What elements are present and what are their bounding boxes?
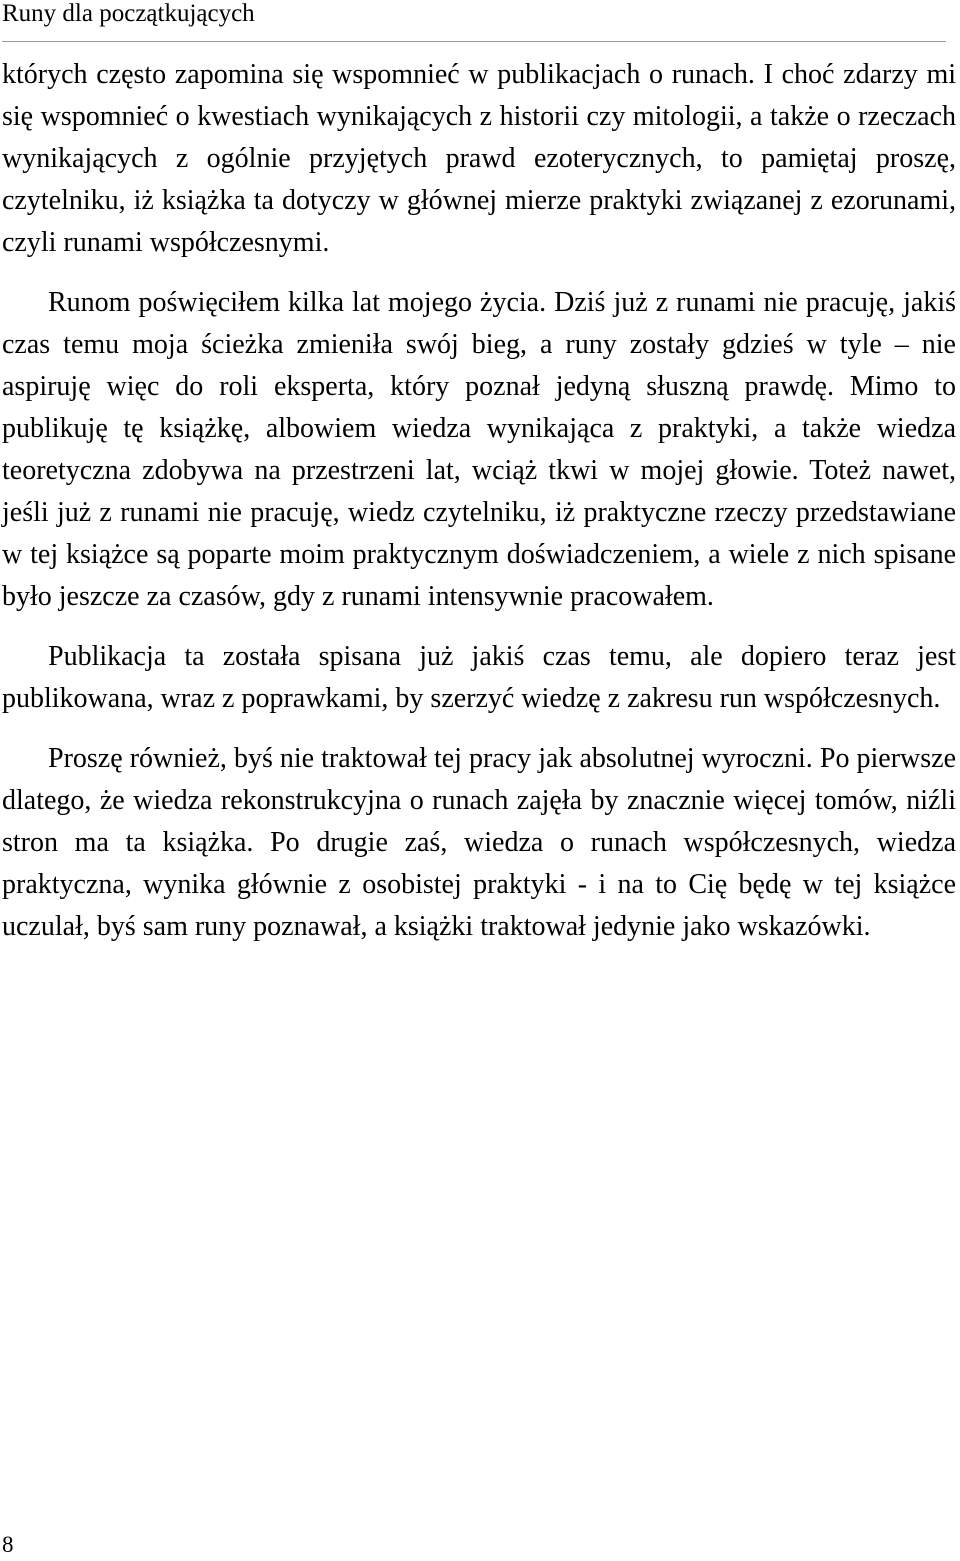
body-text xyxy=(2,54,956,966)
paragraph-3: Publikacja ta została spisana już jakiś czas temu, ale dopiero teraz jest publikowana, wraz z poprawkami, by szerzyć wiedzę z zakresu run współczesnych. xyxy=(2,641,956,714)
paragraph-2: Runom poświęciłem kilka lat mojego życia. Dziś już z runami nie pracuję, jakiś czas temu moja ścieżka zmieniła swój bieg, a runy zostały gdzieś w tyle – nie aspiruję więc do roli eksperta, który poznał jedyną słuszną prawdę. Mimo to publikuję tę książkę, albowiem wiedza wynikająca z praktyki, a także wiedza teoretyczna zdobywa na przestrzeni lat, wciąż tkwi w mojej głowie. Toteż nawet, jeśli już z runami nie pracuję, wiedz czytelniku, iż praktyczne rzeczy przedstawiane w tej książce są poparte moim praktycznym doświadczeniem, a wiele z nich spisane było jeszcze za czasów, gdy z runami intensywnie pracowałem. xyxy=(2,287,956,612)
paragraph-1: których często zapomina się wspomnieć w publikacjach o runach. I choć zdarzy mi się wspomnieć o kwestiach wynikających z historii czy mitologii, a także o rzeczach wynikających z ogólnie przyjętych prawd ezoterycznych, to pamiętaj proszę, czytelniku, iż książka ta dotyczy w głównej mierze praktyki związanej z ezorunami, czyli runami współczesnymi. xyxy=(2,59,956,258)
page-number: 8 xyxy=(2,1532,14,1557)
header-divider xyxy=(2,41,946,42)
running-header: Runy dla początkujących xyxy=(2,0,255,27)
paragraph-4: Proszę również, byś nie traktował tej pracy jak absolutnej wyroczni. Po pierwsze dlatego, że wiedza rekonstrukcyjna o runach zajęła by znacznie więcej tomów, niźli stron ma ta książka. Po drugie zaś, wiedza o runach współczesnych, wiedza praktyczna, wynika głównie z osobistej praktyki - i na to Cię będę w tej książce uczulał, byś sam runy poznawał, a książki traktował jedynie jako wskazówki. xyxy=(2,743,956,942)
